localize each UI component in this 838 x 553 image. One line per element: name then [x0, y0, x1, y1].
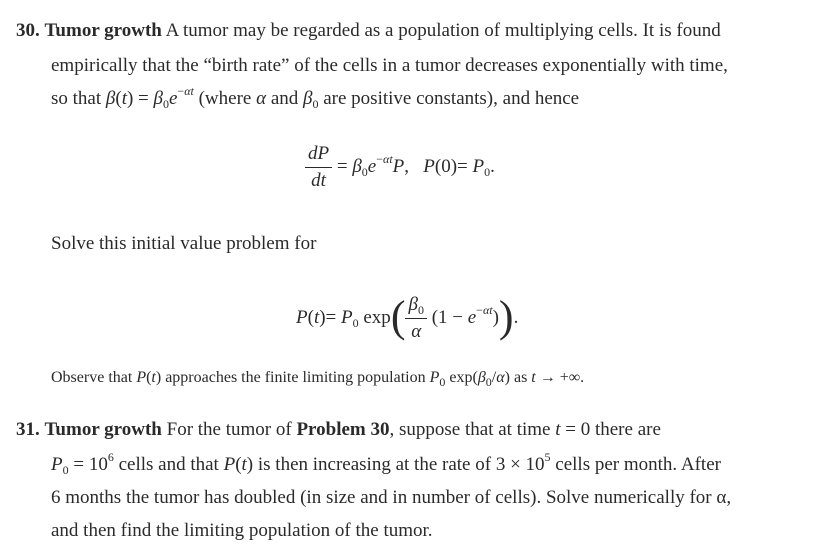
problem-text: , suppose that at time [389, 419, 556, 440]
problem-text: and [266, 88, 304, 109]
problem-text: there are [590, 419, 661, 440]
problem-text: as [509, 369, 532, 386]
problem-31-line-2: $P_0 = 10^6$ cells and that P(t) is then increasing at the rate of $3 \times 10^5$ cells per month. After [51, 450, 721, 477]
problem-text: cells per month. After [550, 454, 721, 475]
problem-number: 30. [16, 20, 40, 41]
problem-text: For the tumor of [166, 419, 297, 440]
problem-31-line-1: 31. Tumor growth For the tumor of Problem 30, suppose that at time t = 0 there are [16, 419, 661, 440]
problem-30-solve-line [51, 232, 316, 256]
differential-equation: $\frac{dP}{dt}$ = $\beta_0e^{-\alpha t}P$, $P(0)= P_0$. [305, 143, 495, 192]
problem-30-observe-line: Observe that P(t) approaches the finite limiting population $P_0$ $\exp(\beta_0/\alpha)$ as t → +∞. [51, 369, 585, 389]
problem-number: 31. [16, 419, 40, 440]
problem-30-line-1 [16, 19, 721, 43]
problem-30-line-3: so that $\beta(t) = \beta_0e^{-\alpha t}$ (where α and $\beta_0$ are positive constants), and hence [51, 84, 580, 111]
birth-rate-formula: $\beta(t) = \beta_0e^{-\alpha t}$ [105, 84, 194, 111]
problem-31-line-3 [51, 486, 731, 510]
problem-title: Tumor growth [44, 419, 162, 440]
problem-31-line-4 [51, 519, 433, 543]
problem-text: Observe that [51, 369, 137, 386]
problem-text: A tumor may be regarded as a population of multiplying cells. It is found [165, 20, 721, 41]
problem-text: approaches the finite limiting population [161, 369, 430, 386]
solution-formula: $P(t)= P_0$ exp( $\frac{\beta_0}{\alpha}$ $(1 - e^{-\alpha t})$). [296, 291, 519, 342]
problem-text: is then increasing at the rate of [253, 454, 496, 475]
problem-text: cells and that [113, 454, 224, 475]
problem-text: so that [51, 88, 106, 109]
problem-text: Solve this initial value problem for [51, 233, 317, 254]
problem-text: and then find the limiting population of the tumor. [51, 520, 433, 541]
problem-text: 6 months the tumor has doubled (in size and in number of cells). Solve numerically for α, [51, 487, 732, 508]
problem-text: (where [193, 88, 257, 109]
problem-title: Tumor growth [44, 20, 162, 41]
problem-30-line-2 [51, 54, 728, 78]
problem-text: empirically that the “birth rate” of the cells in a tumor decreases exponentially with time, [51, 55, 728, 76]
problem-text: are positive constants), and hence [318, 88, 580, 109]
problem-reference: Problem 30 [296, 419, 390, 440]
